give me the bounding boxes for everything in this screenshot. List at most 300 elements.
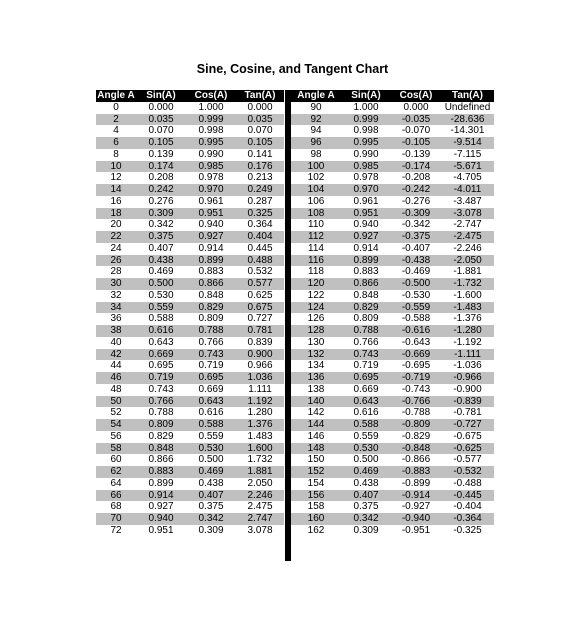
angle-cell: 136 [291,372,341,384]
header-sin: Sin(A) [136,90,186,102]
angle-cell: 20 [110,219,122,231]
table-row [96,384,284,396]
tan-cell: -9.514 [441,137,494,149]
sin-cell: 0.616 [353,407,379,419]
table-row [96,208,284,220]
sin-cell: 0.530 [341,443,391,455]
table-row [291,125,494,137]
tan-cell: -0.445 [441,490,494,502]
header-cos: Cos(A) [391,90,441,102]
cos-cell: -0.407 [401,242,431,254]
sin-cell: 0.643 [148,336,174,348]
angle-cell: 6 [96,137,136,149]
angle-cell: 34 [96,302,136,314]
tan-cell: -7.115 [453,148,482,160]
tan-cell: 1.376 [236,419,284,431]
sin-cell: 0.940 [136,513,186,525]
angle-cell: 94 [310,125,322,137]
table-row [291,443,494,455]
tan-cell: 2.747 [236,513,284,525]
sin-cell: 0.695 [341,372,391,384]
cos-cell: -0.914 [391,490,441,502]
sin-cell: 0.866 [341,278,391,290]
tan-cell: -1.376 [453,313,482,325]
table-row [96,478,284,490]
table-row [291,231,494,243]
angle-cell: 92 [291,114,341,126]
angle-cell: 58 [96,443,136,455]
cos-cell: -0.616 [391,325,441,337]
angle-cell: 60 [110,454,122,466]
table-row [291,419,494,431]
angle-cell: 160 [291,513,341,525]
table-row [291,255,494,267]
header-tan: Tan(A) [441,90,494,102]
cos-cell: -0.174 [391,161,441,173]
sin-cell: 0.407 [341,490,391,502]
table-row [291,349,494,361]
cos-cell: 0.809 [198,313,224,325]
angle-cell: 154 [307,477,325,489]
cos-cell: 0.914 [198,242,224,254]
tan-cell: -0.900 [453,383,482,395]
cos-cell: -0.309 [391,208,441,220]
sin-cell: 0.276 [148,195,174,207]
cos-cell: 0.469 [186,466,236,478]
cos-cell: 0.951 [186,208,236,220]
sin-cell: 0.588 [341,419,391,431]
table-row [96,125,284,137]
angle-cell: 132 [291,349,341,361]
angle-cell: 8 [113,148,119,160]
table-row [96,407,284,419]
table-row [291,278,494,290]
table-row [96,396,284,408]
tan-cell: -0.839 [441,396,494,408]
angle-cell: 26 [96,255,136,267]
sin-cell: 0.669 [136,349,186,361]
angle-cell: 24 [110,242,122,254]
sin-cell: 0.500 [353,454,379,466]
sin-cell: 0.588 [148,313,174,325]
sin-cell: 0.174 [136,161,186,173]
sin-cell: 0.927 [148,501,174,513]
sin-cell: 0.914 [353,242,379,254]
tan-cell: 0.249 [236,184,284,196]
tan-cell: 0.141 [247,148,273,160]
sin-cell: 0.766 [136,396,186,408]
header-sin: Sin(A) [341,90,391,102]
angle-cell: 138 [307,383,325,395]
angle-cell: 100 [291,161,341,173]
angle-cell: 2 [96,114,136,126]
sin-cell: 0.940 [353,219,379,231]
sin-cell: 0.500 [136,278,186,290]
angle-cell: 158 [307,501,325,513]
table-row [96,231,284,243]
page-title: Sine, Cosine, and Tangent Chart [196,62,389,76]
sin-cell: 0.035 [136,114,186,126]
table-row [96,454,284,466]
tan-cell: -1.881 [453,266,482,278]
table-row [291,360,494,372]
cos-cell: -0.438 [391,255,441,267]
sin-cell: 0.342 [341,513,391,525]
table-row [96,372,284,384]
sin-cell: 0.848 [136,443,186,455]
tan-cell: -1.036 [453,360,482,372]
cos-cell: 0.829 [186,302,236,314]
angle-cell: 16 [110,195,122,207]
cos-cell: -0.530 [401,289,431,301]
sin-cell: 0.829 [148,430,174,442]
angle-cell: 130 [307,336,325,348]
header-angle: Angle A [97,90,135,101]
angle-cell: 110 [308,219,324,231]
tan-cell: 1.280 [247,407,273,419]
cos-cell: -0.035 [391,114,441,126]
sin-cell: 0.809 [353,313,379,325]
sin-cell: 0.990 [353,148,379,160]
table-row [291,161,494,173]
tan-cell: -0.727 [441,419,494,431]
cos-cell: -0.883 [391,466,441,478]
tan-cell: -0.675 [453,430,482,442]
sin-cell: 0.438 [353,477,379,489]
sin-cell: 0.743 [148,383,174,395]
table-row [291,290,494,302]
angle-cell: 118 [308,266,324,278]
angle-cell: 102 [307,172,325,184]
sin-cell: 0.951 [148,524,174,536]
tan-cell: 0.839 [247,336,273,348]
tan-cell: -2.747 [453,219,482,231]
table-row [291,466,494,478]
cos-cell: 0.999 [186,114,236,126]
tan-cell: 1.483 [247,430,273,442]
angle-cell: 50 [96,396,136,408]
tan-cell: 0.532 [247,266,273,278]
table-row [96,525,284,537]
cos-cell: -0.105 [391,137,441,149]
sin-cell: 0.809 [136,419,186,431]
cos-cell: 0.848 [198,289,224,301]
table-row [291,513,494,525]
sin-cell: 0.970 [341,184,391,196]
cos-cell: -0.669 [391,349,441,361]
angle-cell: 30 [96,278,136,290]
angle-cell: 42 [96,349,136,361]
angle-cell: 44 [110,360,122,372]
tan-cell: -2.246 [453,242,482,254]
angle-cell: 62 [96,466,136,478]
angle-cell: 104 [291,184,341,196]
cos-cell: -0.588 [401,313,431,325]
angle-cell: 122 [307,289,325,301]
table-row [291,372,494,384]
table-header-row [96,90,284,102]
tan-cell: 2.050 [247,477,273,489]
table-row [291,431,494,443]
tan-cell: 0.325 [236,208,284,220]
table-row [96,149,284,161]
table-row [291,337,494,349]
cos-cell: 0.559 [198,430,224,442]
tan-cell: 1.600 [236,443,284,455]
angle-cell: 146 [307,430,325,442]
tan-cell: 0.966 [247,360,273,372]
sin-cell: 0.375 [353,501,379,513]
angle-cell: 12 [110,172,122,184]
tan-cell: 1.881 [236,466,284,478]
tan-cell: -1.732 [441,278,494,290]
angle-cell: 22 [96,231,136,243]
tan-cell: 0.488 [236,255,284,267]
trig-table-left [96,90,284,537]
table-row [291,407,494,419]
cos-cell: 0.990 [198,148,224,160]
table-row [291,208,494,220]
header-cos: Cos(A) [186,90,236,102]
table-row [96,337,284,349]
sin-cell: 0.899 [341,255,391,267]
table-row [291,102,494,114]
tan-cell: -1.600 [453,289,482,301]
tan-cell: -0.488 [453,477,482,489]
angle-cell: 126 [307,313,325,325]
sin-cell: 0.559 [136,302,186,314]
sin-cell: 0.961 [353,195,379,207]
tan-cell: -28.636 [441,114,494,126]
cos-cell: 0.883 [198,266,224,278]
angle-cell: 124 [291,302,341,314]
tan-cell: 0.176 [236,161,284,173]
tan-cell: 0.035 [236,114,284,126]
cos-cell: -0.559 [391,302,441,314]
table-row [96,196,284,208]
angle-cell: 66 [96,490,136,502]
sin-cell: 0.695 [148,360,174,372]
table-row [291,313,494,325]
sin-cell: 0.848 [353,289,379,301]
cos-cell: 0.970 [186,184,236,196]
tan-cell: -0.781 [453,407,482,419]
cos-cell: -0.208 [401,172,431,184]
table-row [96,219,284,231]
sin-cell: 0.788 [341,325,391,337]
table-row [96,278,284,290]
angle-cell: 18 [96,208,136,220]
angle-cell: 152 [291,466,341,478]
angle-cell: 106 [307,195,325,207]
cos-cell: -0.829 [401,430,431,442]
sin-cell: 0.105 [136,137,186,149]
sin-cell: 0.208 [148,172,174,184]
tan-cell: 0.625 [247,289,273,301]
sin-cell: 0.616 [136,325,186,337]
tan-cell: -0.364 [441,513,494,525]
tan-cell: 1.111 [248,383,272,395]
table-row [291,219,494,231]
cos-cell: 0.669 [198,383,224,395]
table-row [96,161,284,173]
angle-cell: 28 [110,266,122,278]
cos-cell: 0.643 [186,396,236,408]
sin-cell: 0.559 [353,430,379,442]
table-row [291,478,494,490]
cos-cell: 0.588 [186,419,236,431]
tan-cell: 0.445 [247,242,273,254]
table-row [291,490,494,502]
cos-cell: 0.530 [186,443,236,455]
table-row [291,114,494,126]
cos-cell: -0.643 [401,336,431,348]
angle-cell: 4 [113,125,119,137]
table-row [96,419,284,431]
cos-cell: -0.951 [401,524,431,536]
cos-cell: 0.766 [198,336,224,348]
tan-cell: -1.192 [453,336,482,348]
sin-cell: 0.999 [341,114,391,126]
cos-cell: 0.342 [186,513,236,525]
tan-cell: 0.577 [236,278,284,290]
table-row [291,302,494,314]
table-row [96,501,284,513]
table-row [96,431,284,443]
table-row [291,184,494,196]
sin-cell: 0.788 [148,407,174,419]
angle-cell: 32 [110,289,122,301]
sin-cell: 0.883 [136,466,186,478]
table-row [96,360,284,372]
angle-cell: 142 [307,407,325,419]
cos-cell: 0.743 [186,349,236,361]
angle-cell: 98 [310,148,322,160]
cos-cell: 0.940 [198,219,224,231]
tan-cell: 1.036 [236,372,284,384]
table-row [291,137,494,149]
angle-cell: 46 [96,372,136,384]
cos-cell: 1.000 [198,101,224,113]
sin-cell: 0.309 [353,524,379,536]
tan-cell: -0.577 [453,454,482,466]
sin-cell: 0.719 [353,360,379,372]
table-row [291,501,494,513]
sin-cell: 0.469 [341,466,391,478]
sin-cell: 0.951 [341,208,391,220]
sin-cell: 0.530 [148,289,174,301]
cos-cell: -0.139 [401,148,431,160]
sin-cell: 0.914 [136,490,186,502]
cos-cell: -0.375 [391,231,441,243]
angle-cell: 72 [110,524,122,536]
table-row [96,466,284,478]
cos-cell: 0.985 [186,161,236,173]
cos-cell: 0.978 [198,172,224,184]
tan-cell: 0.675 [236,302,284,314]
tan-cell: 1.192 [236,396,284,408]
tan-cell: -4.705 [453,172,482,184]
angle-cell: 112 [291,231,341,243]
table-row [96,443,284,455]
angle-cell: 56 [110,430,122,442]
tan-cell: -2.050 [441,255,494,267]
cos-cell: -0.788 [401,407,431,419]
table-body-right [291,102,494,537]
sin-cell: 0.899 [148,477,174,489]
angle-cell: 134 [307,360,325,372]
table-row [96,313,284,325]
angle-cell: 0 [113,101,119,113]
table-row [291,396,494,408]
angle-cell: 150 [307,454,325,466]
sin-cell: 0.643 [341,396,391,408]
sin-cell: 0.070 [148,125,174,137]
tan-cell: 2.246 [236,490,284,502]
header-tan: Tan(A) [236,90,284,102]
tan-cell: -3.078 [441,208,494,220]
angle-cell: 128 [291,325,341,337]
sin-cell: 0.743 [341,349,391,361]
sin-cell: 0.139 [148,148,174,160]
table-row [96,290,284,302]
tan-cell: 0.404 [236,231,284,243]
angle-cell: 40 [110,336,122,348]
cos-cell: 0.866 [186,278,236,290]
sin-cell: 0.309 [136,208,186,220]
cos-cell: 0.616 [198,407,224,419]
cos-cell: -0.848 [391,443,441,455]
cos-cell: -0.695 [401,360,431,372]
tan-cell: 0.000 [247,101,273,113]
cos-cell: 0.788 [186,325,236,337]
trig-table-right [291,90,494,537]
tan-cell: 0.364 [247,219,273,231]
angle-cell: 140 [291,396,341,408]
table-row [96,102,284,114]
cos-cell: -0.899 [401,477,431,489]
cos-cell: -0.940 [391,513,441,525]
cos-cell: 0.000 [403,101,429,113]
sin-cell: 0.469 [148,266,174,278]
angle-cell: 162 [307,524,325,536]
tan-cell: 0.105 [236,137,284,149]
tan-cell: 2.475 [247,501,273,513]
tan-cell: -4.011 [441,184,494,196]
table-row [291,384,494,396]
angle-cell: 68 [110,501,122,513]
angle-cell: 120 [291,278,341,290]
angle-cell: 14 [96,184,136,196]
tan-cell: 0.900 [236,349,284,361]
sin-cell: 0.000 [148,101,174,113]
sin-cell: 0.978 [353,172,379,184]
cos-cell: -0.342 [401,219,431,231]
sin-cell: 0.669 [353,383,379,395]
angle-cell: 48 [110,383,122,395]
angle-cell: 114 [308,242,324,254]
sin-cell: 0.438 [136,255,186,267]
tan-cell: -1.280 [441,325,494,337]
angle-cell: 144 [291,419,341,431]
sin-cell: 0.719 [136,372,186,384]
table-row [291,454,494,466]
cos-cell: 0.695 [186,372,236,384]
cos-cell: -0.743 [401,383,431,395]
tan-cell: -0.532 [441,466,494,478]
table-header-row [291,90,494,102]
tan-cell: -0.325 [453,524,482,536]
